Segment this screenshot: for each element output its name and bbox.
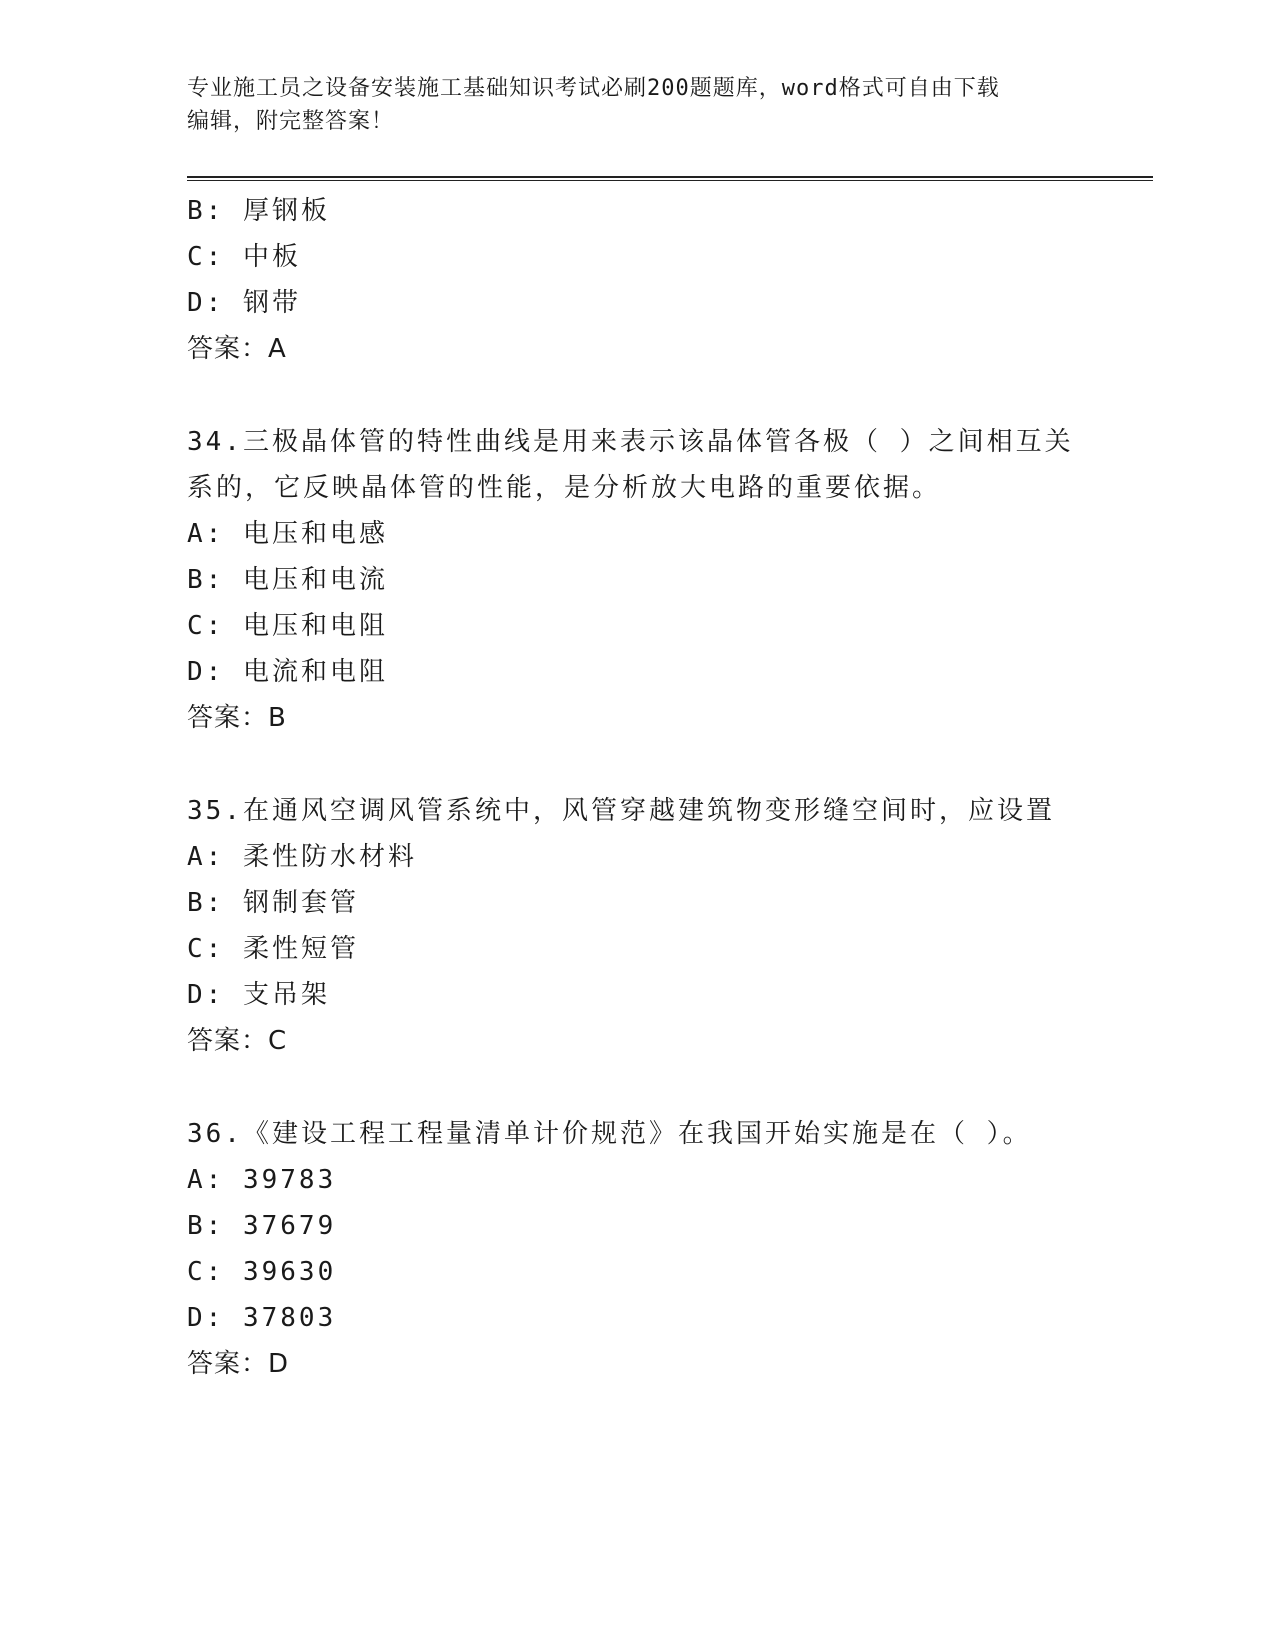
question-36-block [187, 1111, 1087, 1387]
question-stem-line: 系的，它反映晶体管的性能，是分析放大电路的重要依据。 [187, 473, 942, 503]
answer-line: 答案：D [187, 1349, 290, 1379]
option-d: D: 电流和电阻 [187, 657, 388, 687]
question-stem-line: 36.《建设工程工程量清单计价规范》在我国开始实施是在（ ）。 [187, 1119, 1032, 1149]
answer-line: 答案：C [187, 1026, 288, 1056]
option-a: A: 电压和电感 [187, 519, 388, 549]
answer-line: 答案：B [187, 703, 287, 733]
question-stem-line: 35.在通风空调风管系统中，风管穿越建筑物变形缝空间时，应设置 [187, 796, 1055, 826]
option-b: B: 厚钢板 [187, 196, 330, 226]
header-line-2: 编辑，附完整答案！ [187, 109, 395, 134]
option-a: A: 柔性防水材料 [187, 842, 417, 872]
question-35-block [187, 788, 1087, 1064]
document-header [187, 72, 1067, 138]
option-d: D: 37803 [187, 1303, 337, 1333]
option-b: B: 钢制套管 [187, 888, 359, 918]
option-b: B: 37679 [187, 1211, 337, 1241]
option-c: C: 39630 [187, 1257, 337, 1287]
prev-question-block [187, 188, 1087, 372]
spacer [187, 372, 1087, 419]
option-c: C: 柔性短管 [187, 934, 359, 964]
option-c: C: 电压和电阻 [187, 611, 388, 641]
option-b: B: 电压和电流 [187, 565, 388, 595]
option-d: D: 钢带 [187, 288, 301, 318]
header-divider [187, 176, 1153, 181]
option-d: D: 支吊架 [187, 980, 330, 1010]
question-34-block [187, 419, 1087, 741]
header-line-1: 专业施工员之设备安装施工基础知识考试必刷200题题库，word格式可自由下载 [187, 76, 1000, 101]
spacer [187, 1064, 1087, 1111]
option-c: C: 中板 [187, 242, 301, 272]
answer-line: 答案：A [187, 334, 287, 364]
question-stem-line: 34.三极晶体管的特性曲线是用来表示该晶体管各极（ ）之间相互关 [187, 427, 1074, 457]
spacer [187, 741, 1087, 788]
question-content [187, 188, 1087, 1387]
option-a: A: 39783 [187, 1165, 337, 1195]
